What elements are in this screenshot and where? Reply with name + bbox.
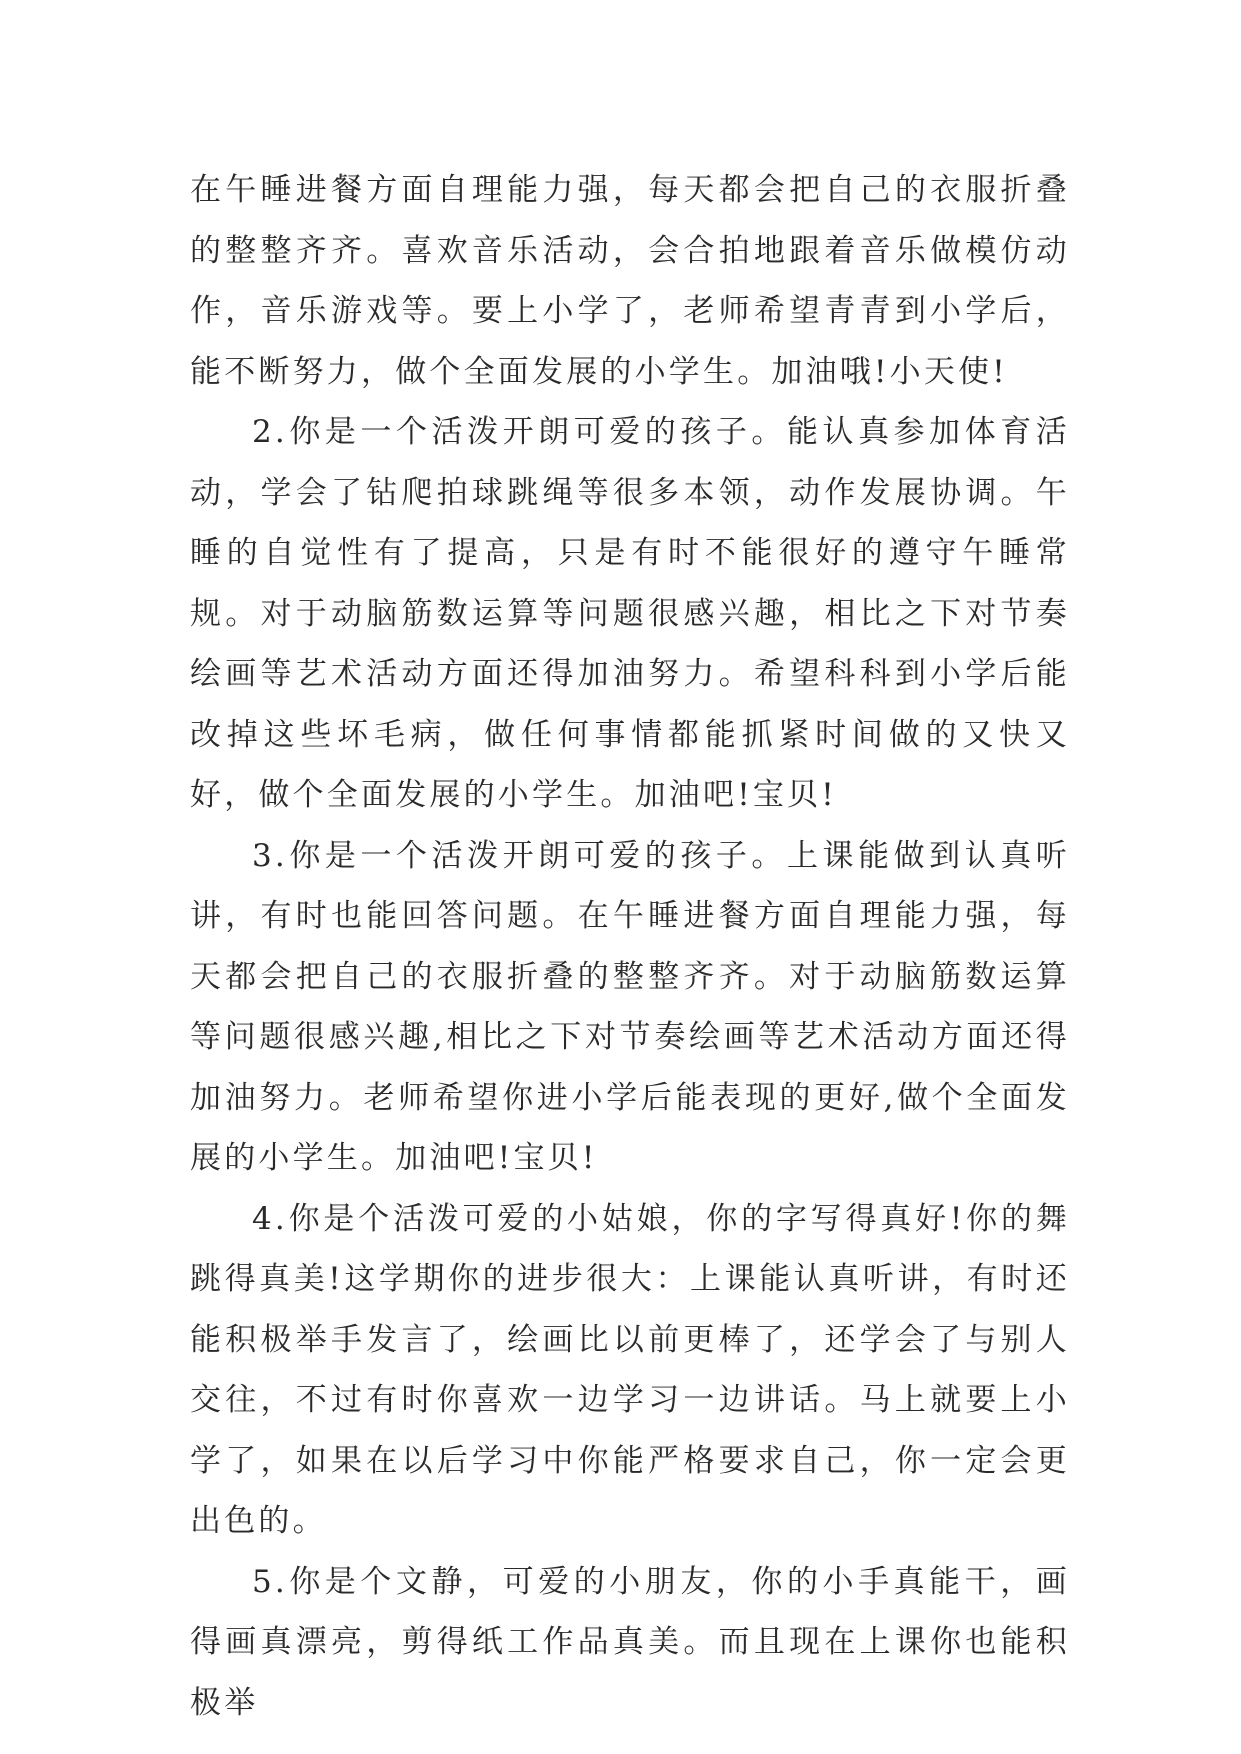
paragraph-1-continuation: 在午睡进餐方面自理能力强，每天都会把自己的衣服折叠的整整齐齐。喜欢音乐活动，会合拍地跟着音乐做模仿动作，音乐游戏等。要上小学了，老师希望青青到小学后，能不断努力，做个全面发展的小学生。加油哦!小天使!: [190, 172, 1070, 390]
paragraph-5: 5.你是个文静，可爱的小朋友，你的小手真能干，画得画真漂亮，剪得纸工作品真美。而且现在上课你也能积极举: [190, 1563, 1070, 1721]
paragraph-2: 2.你是一个活泼开朗可爱的孩子。能认真参加体育活动，学会了钻爬拍球跳绳等很多本领，动作发展协调。午睡的自觉性有了提高，只是有时不能很好的遵守午睡常规。对于动脑筋数运算等问题很感兴趣，相比之下对节奏绘画等艺术活动方面还得加油努力。希望科科到小学后能改掉这些坏毛病，做任何事情都能抓紧时间做的又快又好，做个全面发展的小学生。加油吧!宝贝!: [190, 414, 1070, 813]
paragraph-3: 3.你是一个活泼开朗可爱的孩子。上课能做到认真听讲，有时也能回答问题。在午睡进餐方面自理能力强，每天都会把自己的衣服折叠的整整齐齐。对于动脑筋数运算等问题很感兴趣,相比之下对节奏绘画等艺术活动方面还得加油努力。老师希望你进小学后能表现的更好,做个全面发展的小学生。加油吧!宝贝!: [190, 837, 1070, 1176]
paragraph-4: 4.你是个活泼可爱的小姑娘，你的字写得真好!你的舞跳得真美!这学期你的进步很大：上课能认真听讲，有时还能积极举手发言了，绘画比以前更棒了，还学会了与别人交往，不过有时你喜欢一边学习一边讲话。马上就要上小学了，如果在以后学习中你能严格要求自己，你一定会更出色的。: [190, 1200, 1070, 1539]
document-body: [190, 160, 1070, 1733]
